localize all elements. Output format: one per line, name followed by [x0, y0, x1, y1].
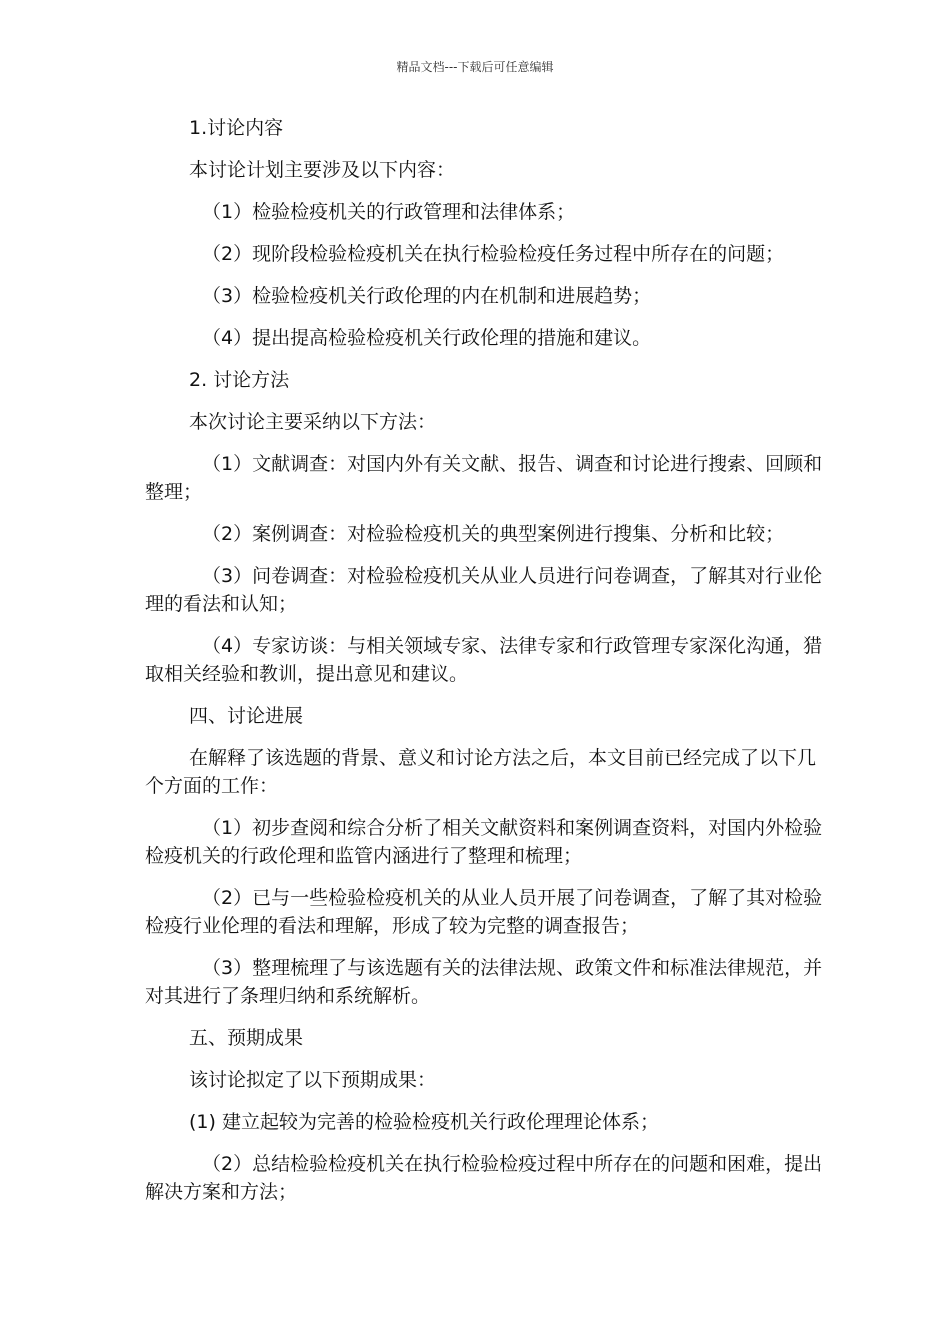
paragraph: （3）整理梳理了与该选题有关的法律法规、政策文件和标准法律规范，并对其进行了条理归纳和系统解析。 [145, 957, 823, 1007]
paragraph: 四、讨论进展 [189, 705, 304, 727]
paragraph: (1) 建立起较为完善的检验检疫机关行政伦理理论体系； [189, 1111, 659, 1133]
paragraph: （2）已与一些检验检疫机关的从业人员开展了问卷调查，了解了其对检验检疫行业伦理的看法和理解，形成了较为完整的调查报告； [145, 887, 823, 937]
paragraph: （3）问卷调查：对检验检疫机关从业人员进行问卷调查，了解其对行业伦理的看法和认知； [145, 565, 823, 615]
paragraph: （1）检验检疫机关的行政管理和法律体系； [202, 201, 576, 223]
paragraph: 该讨论拟定了以下预期成果： [189, 1069, 437, 1091]
paragraph: 本次讨论主要采纳以下方法： [189, 411, 437, 433]
paragraph: 在解释了该选题的背景、意义和讨论方法之后，本文目前已经完成了以下几个方面的工作： [145, 747, 817, 797]
paragraph: （4）提出提高检验检疫机关行政伦理的措施和建议。 [202, 327, 652, 349]
paragraph: （2）总结检验检疫机关在执行检验检疫过程中所存在的问题和困难，提出解决方案和方法； [145, 1153, 823, 1203]
paragraph: 本讨论计划主要涉及以下内容： [189, 159, 456, 181]
paragraph: （4）专家访谈：与相关领域专家、法律专家和行政管理专家深化沟通，猎取相关经验和教训，提出意见和建议。 [145, 635, 823, 685]
paragraph: （1）文献调查：对国内外有关文献、报告、调查和讨论进行搜索、回顾和整理； [145, 453, 823, 503]
page-header: 精品文档---下载后可任意编辑 [396, 60, 554, 74]
paragraph: （2）案例调查：对检验检疫机关的典型案例进行搜集、分析和比较； [202, 523, 785, 545]
paragraph: （1）初步查阅和综合分析了相关文献资料和案例调查资料，对国内外检验检疫机关的行政伦理和监管内涵进行了整理和梳理； [145, 817, 823, 867]
paragraph: 2. 讨论方法 [189, 369, 290, 391]
paragraph: （3）检验检疫机关行政伦理的内在机制和进展趋势； [202, 285, 652, 307]
paragraph: （2）现阶段检验检疫机关在执行检验检疫任务过程中所存在的问题； [202, 243, 785, 265]
paragraph: 五、预期成果 [189, 1027, 304, 1049]
document-body [145, 114, 825, 1220]
paragraph: 1.讨论内容 [189, 117, 284, 139]
